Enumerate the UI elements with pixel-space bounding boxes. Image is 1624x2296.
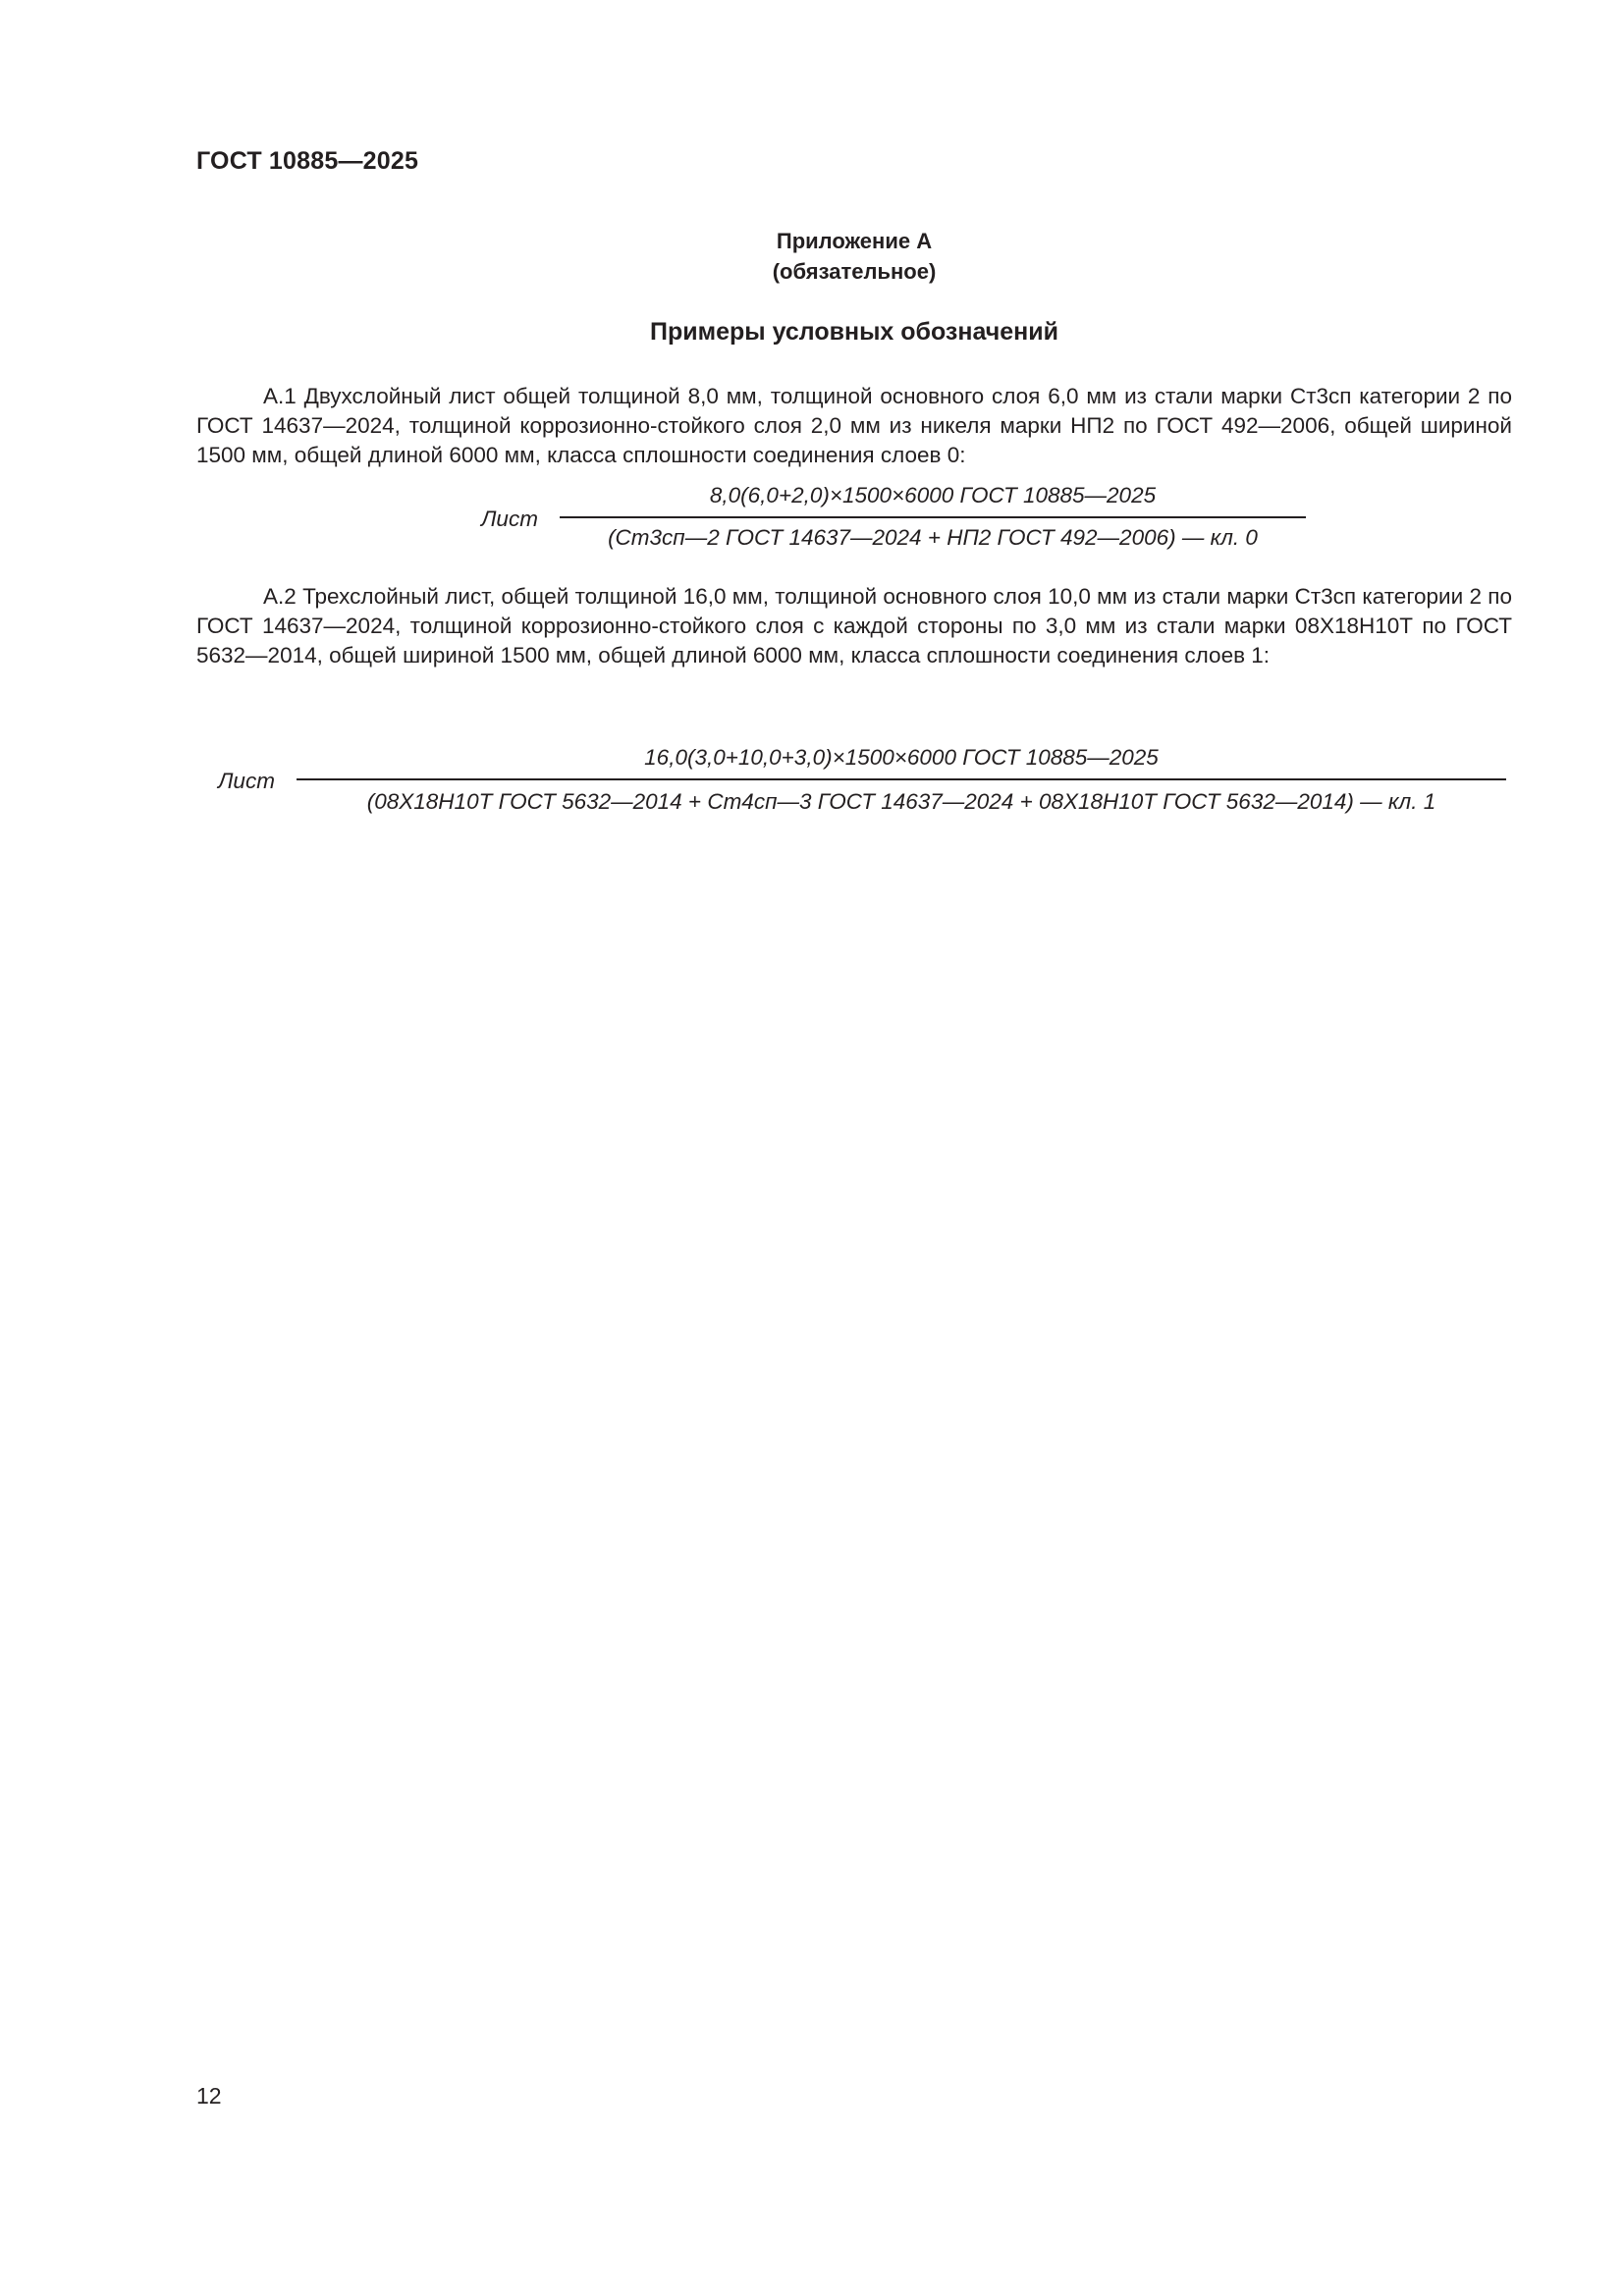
paragraph-a2: А.2 Трехслойный лист, общей толщиной 16,0 мм, толщиной основного слоя 10,0 мм из стали марки Ст3сп категории 2 по ГОСТ 14637—2024, толщиной коррозионно-стойкого слоя с каждой стороны по 3,0 мм из стали марки 08Х18Н10Т по ГОСТ 5632—2014, общей шириной 1500 мм, общей длиной 6000 мм, класса сплошности соединения слоев 1:: [196, 584, 1512, 667]
paragraph-a1: А.1 Двухслойный лист общей толщиной 8,0 мм, толщиной основного слоя 6,0 мм из стали марки Ст3сп категории 2 по ГОСТ 14637—2024, толщиной коррозионно-стойкого слоя 2,0 мм из никеля марки НП2 по ГОСТ 492—2006, общей шириной 1500 мм, общей длиной 6000 мм, класса сплошности соединения слоев 0:: [196, 384, 1512, 467]
appendix-heading: [196, 226, 1512, 287]
fraction-bar: [560, 516, 1306, 518]
document-header: ГОСТ 10885—2025: [196, 147, 419, 175]
formula-lead: Лист: [218, 769, 275, 793]
formula-lead: Лист: [481, 507, 538, 531]
appendix-status: (обязательное): [772, 259, 937, 284]
formula-denominator: (08Х18Н10Т ГОСТ 5632—2014 + Ст4сп—3 ГОСТ 14637—2024 + 08Х18Н10Т ГОСТ 5632—2014) — кл. 1: [366, 789, 1436, 814]
formula-numerator: 8,0(6,0+2,0)×1500×6000 ГОСТ 10885—2025: [709, 483, 1157, 507]
formula-denominator: (Ст3сп—2 ГОСТ 14637—2024 + НП2 ГОСТ 492—2006) — кл. 0: [608, 525, 1258, 550]
page-number: 12: [196, 2083, 222, 2109]
formula-a2: [218, 739, 1514, 828]
formula-numerator: 16,0(3,0+10,0+3,0)×1500×6000 ГОСТ 10885—2025: [644, 745, 1159, 770]
formula-a1: [481, 477, 1316, 556]
appendix-title: Приложение А: [776, 229, 933, 253]
fraction-bar: [297, 778, 1506, 780]
section-title: Примеры условных обозначений: [650, 318, 1058, 346]
